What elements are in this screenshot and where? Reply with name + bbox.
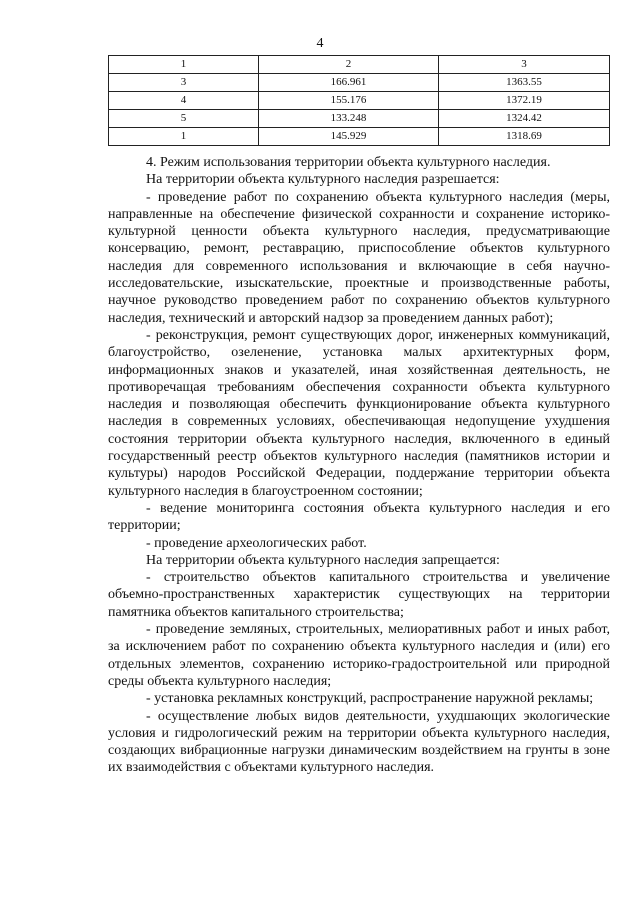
prohibited-item-earthworks: - проведение земляных, строительных, мелиоративных работ и иных работ, за исключением работ по сохранению объекта культурного наследия и (или) его отдельных элементов, сохранению историко-градостроительной или природной среды объекта культурного наследия; — [108, 622, 610, 689]
allowed-item-preservation: - проведение работ по сохранению объекта культурного наследия (меры, направленные на обеспечение физической сохранности и сохранение историко-культурной ценности объекта культурного наследия, предусматривающие консервацию, ремонт, реставрацию, приспособление объектов культурного наследия для современного использования и включающие в себя научно-исследовательские, изыскательские, проектные и производственные работы, научное руководство проведением работ по сохранению объектов культурного наследия, технический и авторский надзор за проведением данных работ); — [108, 189, 610, 326]
table-cell: 166.961 — [259, 74, 439, 92]
allowed-item-monitoring: - ведение мониторинга состояния объекта культурного наследия и его территории; — [108, 500, 610, 534]
allowed-item-archaeology: - проведение археологических работ. — [146, 535, 367, 551]
table-header-row — [109, 56, 610, 74]
coordinates-table — [108, 55, 610, 146]
table-row — [109, 74, 610, 92]
page-number: 4 — [316, 36, 324, 51]
table-cell: 155.176 — [259, 92, 439, 110]
table-cell: 145.929 — [259, 128, 439, 146]
prohibited-item-harmful-activity: - осуществление любых видов деятельности, ухудшающих экологические условия и гидрологический режим на территории объекта культурного наследия, создающих вибрационные нагрузки динамическим воздействием на грунты в зоне их взаимодействия с объектами культурного наследия. — [108, 708, 610, 776]
section-heading: 4. Режим использования территории объекта культурного наследия. — [146, 155, 551, 170]
table-row — [109, 110, 610, 128]
table-header-cell: 1 — [109, 56, 259, 74]
table-cell: 4 — [109, 92, 259, 110]
table-cell: 1363.55 — [439, 74, 610, 92]
table-cell: 133.248 — [259, 110, 439, 128]
allowed-intro: На территории объекта культурного наследия разрешается: — [146, 172, 500, 188]
table-cell: 1372.19 — [439, 92, 610, 110]
regime-text — [108, 154, 610, 777]
table-header-cell: 2 — [259, 56, 439, 74]
table-cell: 1 — [109, 128, 259, 146]
table-cell: 5 — [109, 110, 259, 128]
prohibited-item-advertising: - установка рекламных конструкций, распространение наружной рекламы; — [146, 691, 594, 707]
table-row — [109, 128, 610, 146]
prohibited-intro: На территории объекта культурного наследия запрещается: — [146, 552, 500, 568]
table-cell: 1324.42 — [439, 110, 610, 128]
table-row — [109, 92, 610, 110]
prohibited-item-construction: - строительство объектов капитального строительства и увеличение объемно-пространственных характеристик существующих на территории памятника объектов капитального строительства; — [108, 570, 610, 620]
table-header-cell: 3 — [439, 56, 610, 74]
table-cell: 3 — [109, 74, 259, 92]
allowed-item-reconstruction: - реконструкция, ремонт существующих дорог, инженерных коммуникаций, благоустройство, озеленение, установка малых архитектурных форм, информационных знаков и указателей, иная хозяйственная деятельность, не противоречащая требованиям обеспечения сохранности объекта культурного наследия и позволяющая обеспечить функционирование объекта культурного наследия в современных условиях, обеспечивающая недопущение ухудшения состояния территории объекта культурного наследия, включенного в единый государственный реестр объектов культурного наследия (памятников истории и культуры) народов Российской Федерации, поддержание территории объекта культурного наследия в благоустроенном состоянии; — [108, 327, 610, 499]
table-cell: 1318.69 — [439, 128, 610, 146]
